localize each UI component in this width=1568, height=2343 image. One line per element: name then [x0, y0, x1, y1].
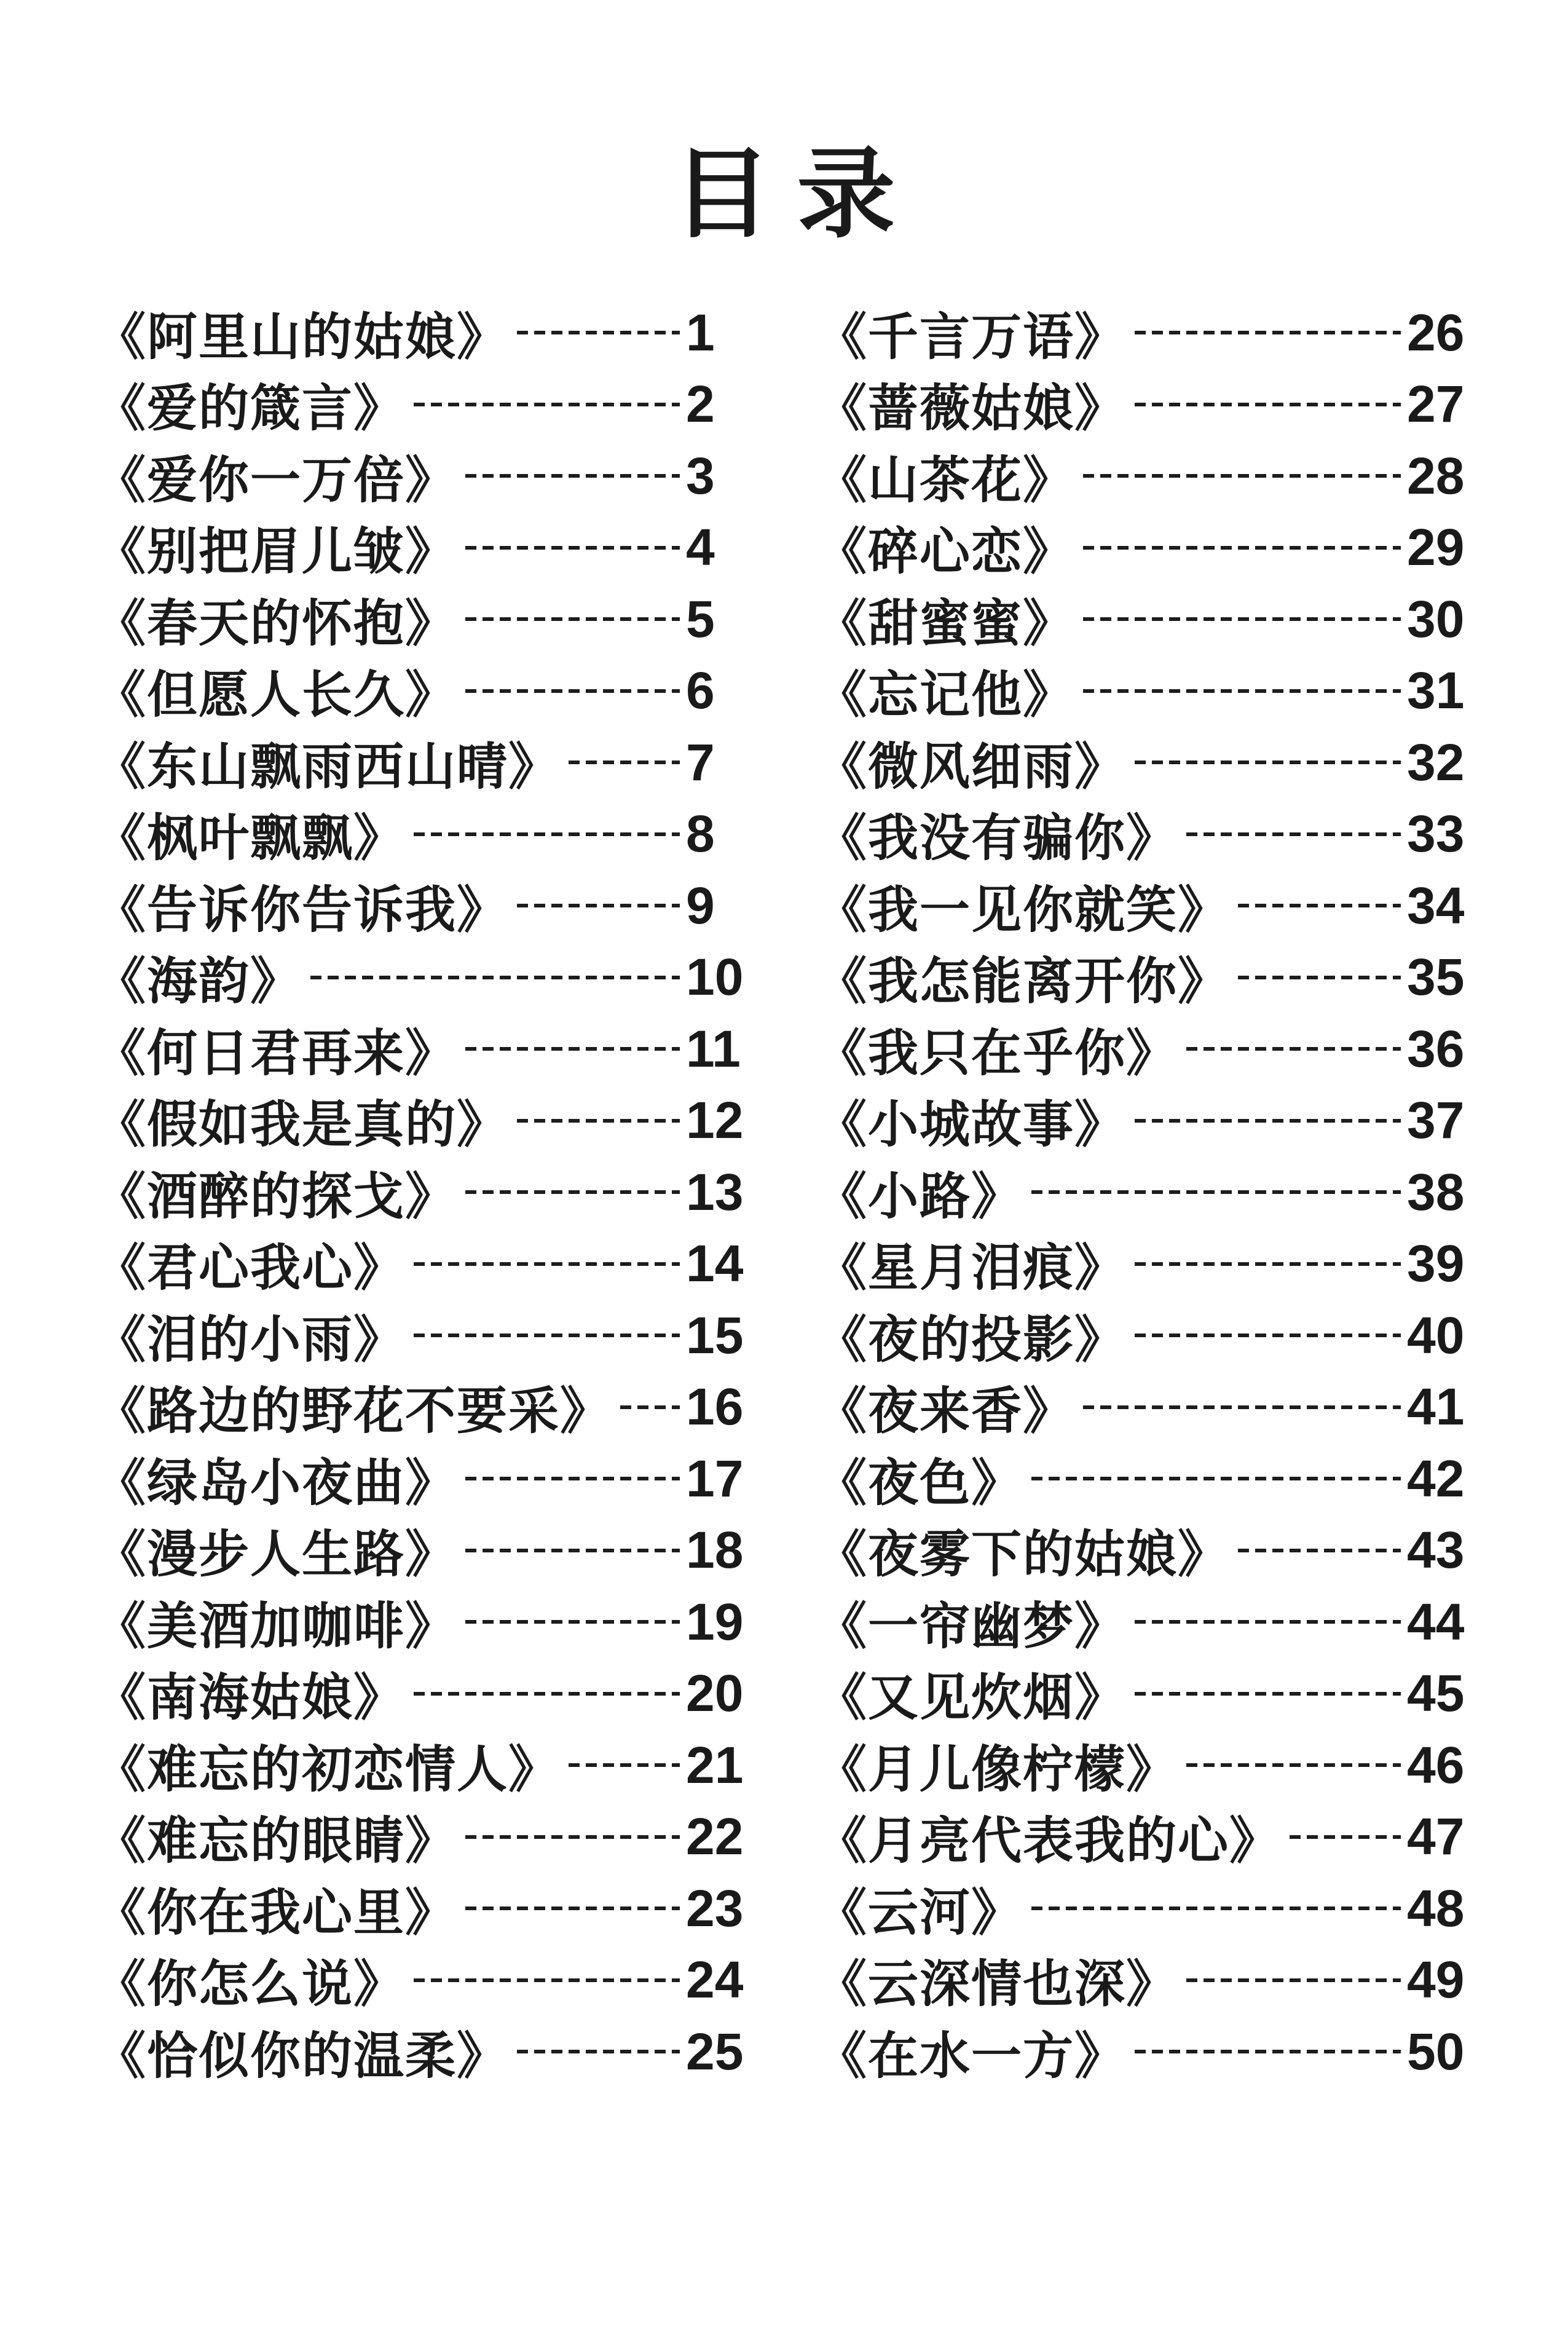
toc-row [95, 870, 767, 942]
dash-leader-line [1135, 1692, 1401, 1696]
dash-leader-line [569, 761, 680, 764]
toc-row [816, 1586, 1488, 1658]
toc-entry-title: 《一帘幽梦》 [816, 1598, 1127, 1654]
toc-row [95, 799, 767, 871]
toc-row [95, 1300, 767, 1372]
toc-row [95, 1372, 767, 1444]
toc-row [95, 1729, 767, 1801]
toc-entry-title: 《枫叶飘飘》 [95, 810, 406, 867]
toc-column-left [95, 297, 767, 2088]
toc-row [95, 1228, 767, 1300]
toc-row [816, 1372, 1488, 1444]
toc-column-right [816, 297, 1488, 2088]
dash-leader-line [1135, 1262, 1401, 1266]
toc-entry-page: 29 [1407, 518, 1465, 577]
dash-leader-line [1083, 546, 1401, 550]
toc-entry-title: 《难忘的初恋情人》 [95, 1741, 561, 1798]
toc-entry-page: 47 [1407, 1808, 1465, 1866]
toc-entry-page: 45 [1407, 1664, 1465, 1723]
toc-entry-page: 27 [1407, 375, 1465, 433]
toc-entry-page: 42 [1407, 1449, 1465, 1507]
toc-entry-page: 50 [1407, 2022, 1465, 2080]
toc-entry-title: 《爱你一万倍》 [95, 452, 457, 508]
toc-entry-title: 《南海姑娘》 [95, 1670, 406, 1726]
dash-leader-line [517, 2050, 680, 2053]
toc-entry-page: 7 [686, 733, 715, 791]
dash-leader-line [1135, 2050, 1401, 2053]
dash-leader-line [1290, 1835, 1401, 1839]
dash-leader-line [465, 1190, 680, 1194]
toc-entry-title: 《何日君再来》 [95, 1025, 457, 1081]
toc-row [95, 1013, 767, 1085]
toc-entry-page: 31 [1407, 662, 1465, 720]
toc-entry-page: 26 [1407, 303, 1465, 362]
toc-row [816, 1085, 1488, 1157]
toc-entry-page: 30 [1407, 590, 1465, 648]
toc-entry-page: 44 [1407, 1592, 1465, 1651]
toc-row [816, 369, 1488, 441]
toc-entry-title: 《碎心恋》 [816, 524, 1075, 580]
toc-row [95, 1586, 767, 1658]
toc-row [816, 512, 1488, 584]
toc-entry-page: 1 [686, 303, 715, 362]
toc-row [816, 1658, 1488, 1730]
toc-row [816, 942, 1488, 1014]
toc-entry-title: 《君心我心》 [95, 1240, 406, 1297]
toc-row [95, 369, 767, 441]
toc-entry-page: 34 [1407, 876, 1465, 934]
dash-leader-line [1083, 617, 1401, 621]
toc-entry-title: 《别把眉儿皱》 [95, 524, 457, 580]
dash-leader-line [414, 832, 680, 836]
toc-row [816, 1156, 1488, 1228]
toc-entry-title: 《酒醉的探戈》 [95, 1168, 457, 1225]
toc-entry-title: 《微风细雨》 [816, 738, 1127, 795]
dash-leader-line [465, 617, 680, 621]
toc-entry-title: 《甜蜜蜜》 [816, 595, 1075, 652]
toc-entry-title: 《漫步人生路》 [95, 1527, 457, 1583]
toc-entry-title: 《绿岛小夜曲》 [95, 1455, 457, 1511]
document-page [0, 139, 1568, 2343]
dash-leader-line [1186, 1047, 1401, 1051]
toc-entry-title: 《我只在乎你》 [816, 1025, 1178, 1081]
toc-row [95, 512, 767, 584]
dash-leader-line [310, 976, 680, 979]
toc-entry-page: 32 [1407, 733, 1465, 791]
toc-entry-page: 5 [686, 590, 715, 648]
toc-row [95, 1085, 767, 1157]
toc-row [95, 583, 767, 655]
toc-entry-page: 20 [686, 1664, 744, 1723]
toc-row [95, 440, 767, 512]
dash-leader-line [1238, 976, 1401, 979]
toc-entry-page: 49 [1407, 1951, 1465, 2009]
toc-entry-title: 《恰似你的温柔》 [95, 2028, 509, 2084]
toc-entry-title: 《夜来香》 [816, 1383, 1075, 1440]
toc-entry-page: 19 [686, 1592, 744, 1651]
dash-leader-line [517, 1119, 680, 1123]
toc-entry-title: 《又见炊烟》 [816, 1670, 1127, 1726]
toc-row [95, 1515, 767, 1587]
dash-leader-line [414, 1692, 680, 1696]
toc-entry-title: 《阿里山的姑娘》 [95, 309, 509, 365]
toc-entry-title: 《春天的怀抱》 [95, 595, 457, 652]
table-of-contents [0, 297, 1568, 2088]
toc-row [816, 1801, 1488, 1873]
toc-entry-page: 10 [686, 948, 744, 1006]
toc-entry-page: 12 [686, 1091, 744, 1150]
dash-leader-line [1186, 832, 1401, 836]
toc-entry-title: 《你怎么说》 [95, 1956, 406, 2013]
toc-entry-page: 13 [686, 1163, 744, 1221]
toc-entry-title: 《假如我是真的》 [95, 1097, 509, 1153]
toc-entry-title: 《泪的小雨》 [95, 1311, 406, 1368]
dash-leader-line [1135, 1620, 1401, 1624]
toc-entry-page: 9 [686, 876, 715, 934]
toc-entry-title: 《千言万语》 [816, 309, 1127, 365]
dash-leader-line [1135, 1119, 1401, 1123]
toc-entry-title: 《月儿像柠檬》 [816, 1741, 1178, 1798]
toc-row [95, 942, 767, 1014]
dash-leader-line [1186, 1763, 1401, 1767]
toc-entry-title: 《海韵》 [95, 954, 302, 1010]
toc-entry-page: 24 [686, 1951, 744, 2009]
toc-entry-title: 《但愿人长久》 [95, 667, 457, 724]
toc-row [816, 583, 1488, 655]
toc-entry-title: 《月亮代表我的心》 [816, 1813, 1282, 1870]
dash-leader-line [1031, 1477, 1401, 1480]
dash-leader-line [1083, 689, 1401, 693]
dash-leader-line [1031, 1190, 1401, 1194]
dash-leader-line [465, 1047, 680, 1051]
toc-entry-page: 37 [1407, 1091, 1465, 1150]
toc-entry-page: 21 [686, 1736, 744, 1794]
toc-entry-page: 38 [1407, 1163, 1465, 1221]
toc-row [816, 297, 1488, 369]
toc-entry-title: 《忘记他》 [816, 667, 1075, 724]
toc-entry-page: 4 [686, 518, 715, 577]
dash-leader-line [1135, 331, 1401, 334]
dash-leader-line [1238, 1549, 1401, 1552]
toc-entry-title: 《我怎能离开你》 [816, 954, 1230, 1010]
dash-leader-line [465, 1835, 680, 1839]
toc-row [816, 1515, 1488, 1587]
toc-entry-page: 23 [686, 1879, 744, 1937]
toc-row [95, 1443, 767, 1515]
dash-leader-line [465, 1620, 680, 1624]
dash-leader-line [465, 546, 680, 550]
toc-entry-title: 《小城故事》 [816, 1097, 1127, 1153]
toc-entry-title: 《告诉你告诉我》 [95, 882, 509, 938]
toc-entry-page: 46 [1407, 1736, 1465, 1794]
toc-row [816, 1945, 1488, 2017]
toc-row [95, 1873, 767, 1945]
toc-entry-title: 《美酒加咖啡》 [95, 1598, 457, 1654]
toc-entry-page: 48 [1407, 1879, 1465, 1937]
toc-entry-page: 16 [686, 1378, 744, 1436]
toc-entry-title: 《山茶花》 [816, 452, 1075, 508]
toc-entry-page: 2 [686, 375, 715, 433]
toc-row [95, 2016, 767, 2088]
toc-entry-title: 《爱的箴言》 [95, 381, 406, 437]
toc-entry-title: 《夜色》 [816, 1455, 1023, 1511]
toc-row [816, 655, 1488, 727]
toc-entry-page: 28 [1407, 446, 1465, 505]
toc-entry-page: 41 [1407, 1378, 1465, 1436]
dash-leader-line [1238, 904, 1401, 907]
toc-entry-page: 22 [686, 1808, 744, 1866]
toc-entry-title: 《路边的野花不要采》 [95, 1383, 612, 1440]
dash-leader-line [1083, 1405, 1401, 1409]
dash-leader-line [1083, 474, 1401, 478]
toc-entry-title: 《蔷薇姑娘》 [816, 381, 1127, 437]
toc-entry-page: 40 [1407, 1306, 1465, 1364]
toc-entry-title: 《云河》 [816, 1884, 1023, 1941]
toc-row [95, 297, 767, 369]
toc-entry-page: 33 [1407, 805, 1465, 863]
dash-leader-line [1135, 761, 1401, 764]
toc-entry-title: 《云深情也深》 [816, 1956, 1178, 2013]
toc-row [95, 1156, 767, 1228]
toc-entry-page: 35 [1407, 948, 1465, 1006]
toc-entry-page: 15 [686, 1306, 744, 1364]
dash-leader-line [517, 331, 680, 334]
dash-leader-line [414, 1978, 680, 1982]
toc-entry-title: 《我一见你就笑》 [816, 882, 1230, 938]
dash-leader-line [414, 403, 680, 406]
toc-row [816, 1443, 1488, 1515]
dash-leader-line [517, 904, 680, 907]
toc-entry-page: 17 [686, 1449, 744, 1507]
dash-leader-line [465, 689, 680, 693]
toc-row [816, 2016, 1488, 2088]
toc-entry-title: 《星月泪痕》 [816, 1240, 1127, 1297]
toc-entry-title: 《小路》 [816, 1168, 1023, 1225]
dash-leader-line [1135, 1333, 1401, 1337]
toc-entry-title: 《难忘的眼睛》 [95, 1813, 457, 1870]
toc-row [95, 655, 767, 727]
toc-entry-title: 《夜雾下的姑娘》 [816, 1527, 1230, 1583]
toc-entry-title: 《东山飘雨西山晴》 [95, 738, 561, 795]
toc-row [816, 1300, 1488, 1372]
dash-leader-line [465, 474, 680, 478]
toc-entry-page: 36 [1407, 1019, 1465, 1078]
toc-row [816, 727, 1488, 799]
dash-leader-line [465, 1906, 680, 1910]
toc-entry-page: 39 [1407, 1235, 1465, 1293]
toc-entry-title: 《夜的投影》 [816, 1311, 1127, 1368]
toc-entry-title: 《我没有骗你》 [816, 810, 1178, 867]
toc-entry-page: 14 [686, 1235, 744, 1293]
dash-leader-line [414, 1262, 680, 1266]
dash-leader-line [1135, 403, 1401, 406]
toc-row [816, 1873, 1488, 1945]
dash-leader-line [1186, 1978, 1401, 1982]
toc-entry-page: 18 [686, 1521, 744, 1579]
toc-row [95, 1945, 767, 2017]
toc-row [95, 1658, 767, 1730]
toc-row [816, 1228, 1488, 1300]
toc-row [816, 870, 1488, 942]
toc-entry-page: 11 [686, 1019, 741, 1078]
toc-row [816, 799, 1488, 871]
toc-row [816, 1013, 1488, 1085]
dash-leader-line [465, 1477, 680, 1480]
toc-row [95, 727, 767, 799]
toc-entry-page: 25 [686, 2022, 744, 2080]
dash-leader-line [414, 1333, 680, 1337]
toc-entry-title: 《你在我心里》 [95, 1884, 457, 1941]
dash-leader-line [620, 1405, 680, 1409]
toc-row [816, 440, 1488, 512]
dash-leader-line [1031, 1906, 1401, 1910]
toc-entry-page: 3 [686, 446, 715, 505]
toc-row [816, 1729, 1488, 1801]
dash-leader-line [569, 1763, 680, 1767]
toc-row [95, 1801, 767, 1873]
toc-entry-page: 6 [686, 662, 715, 720]
dash-leader-line [465, 1549, 680, 1552]
page-title: 目录 [672, 139, 921, 249]
toc-entry-title: 《在水一方》 [816, 2028, 1127, 2084]
toc-entry-page: 43 [1407, 1521, 1465, 1579]
toc-entry-page: 8 [686, 805, 715, 863]
